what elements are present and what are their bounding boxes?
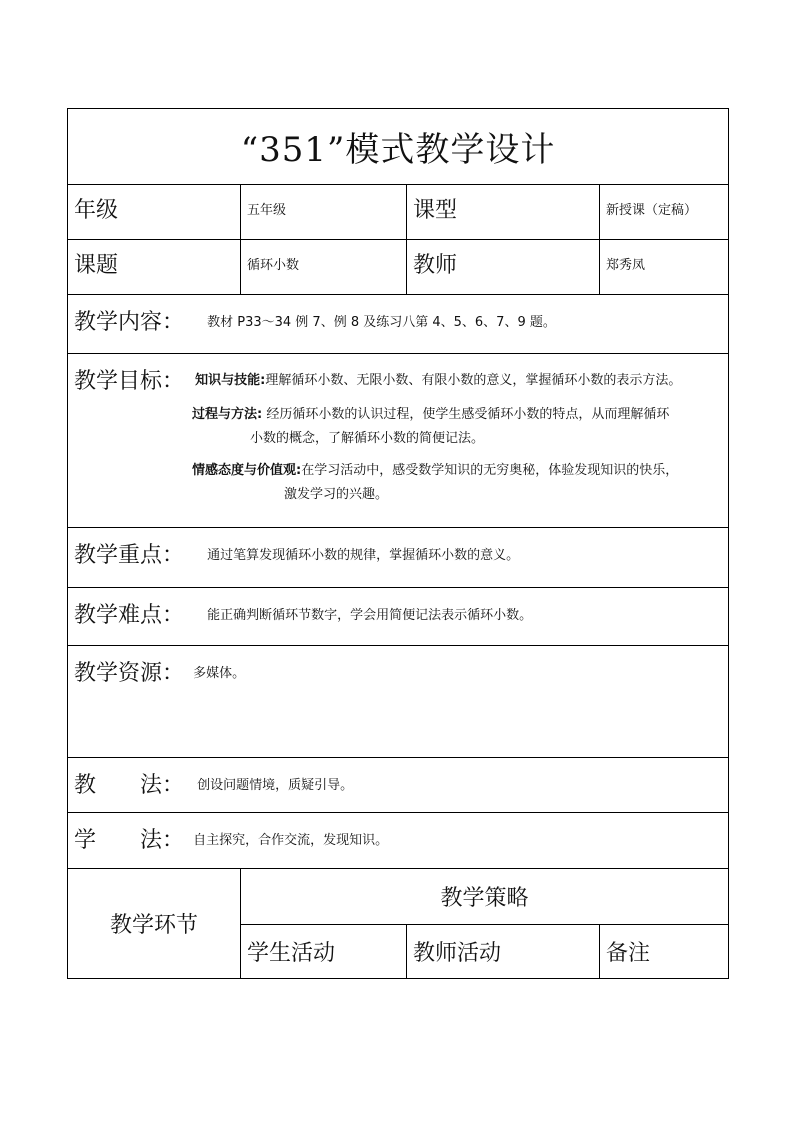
- teaching-stage-header: 教学环节: [68, 869, 241, 979]
- goal-attitude-text-1: 在学习活动中，感受数学知识的无穷奥秘，体验发现知识的快乐，: [301, 463, 679, 478]
- teaching-content-label: 教学内容：: [74, 310, 185, 335]
- lesson-type-label: 课型: [407, 185, 600, 240]
- teaching-strategy-header: 教学策略: [241, 869, 729, 925]
- learning-method-row: [68, 813, 729, 869]
- teaching-method-row: [68, 758, 729, 813]
- difficulty-label: 教学难点：: [74, 603, 185, 628]
- goal-process-lead: 过程与方法:: [192, 407, 263, 422]
- teaching-method-label-2: 法：: [140, 773, 185, 798]
- difficulty-row: [68, 588, 729, 646]
- lesson-plan-table: [67, 108, 729, 979]
- learning-method-text: 自主探究，合作交流，发现知识。: [193, 833, 389, 848]
- key-point-label: 教学重点：: [74, 543, 185, 568]
- teaching-content-row: [68, 295, 729, 354]
- key-point-row: [68, 528, 729, 588]
- resources-row: [68, 646, 729, 758]
- resources-text: 多媒体。: [193, 666, 246, 681]
- student-activity-header: 学生活动: [241, 925, 407, 979]
- teaching-method-label-1: 教: [74, 773, 97, 798]
- grade-value: 五年级: [241, 185, 407, 240]
- learning-method-label-2: 法：: [140, 828, 185, 853]
- resources-label: 教学资源：: [74, 661, 185, 686]
- key-point-text: 通过笔算发现循环小数的规律，掌握循环小数的意义。: [207, 548, 520, 563]
- teacher-label: 教师: [407, 240, 600, 295]
- goal-process: [192, 403, 722, 451]
- learning-method-label-1: 学: [74, 828, 97, 853]
- difficulty-text: 能正确判断循环节数字，学会用简便记法表示循环小数。: [207, 608, 533, 623]
- teaching-content-text: 教材 P33～34 例 7、例 8 及练习八第 4、5、6、7、9 题。: [207, 315, 556, 330]
- teacher-value: 郑秀凤: [600, 240, 729, 295]
- goal-attitude-text-2: 激发学习的兴趣。: [284, 487, 389, 502]
- grade-label: 年级: [68, 185, 241, 240]
- topic-value: 循环小数: [241, 240, 407, 295]
- goal-knowledge-text: 理解循环小数、无限小数、有限小数的意义，掌握循环小数的表示方法。: [265, 373, 682, 388]
- goal-process-text-2: 小数的概念，了解循环小数的简便记法。: [250, 431, 485, 446]
- teaching-method-text: 创设问题情境，质疑引导。: [197, 778, 354, 793]
- teaching-goals-row: [68, 354, 729, 528]
- goal-process-text-1: 经历循环小数的认识过程，使学生感受循环小数的特点，从而理解循环: [262, 407, 670, 422]
- lesson-type-value: 新授课（定稿）: [600, 185, 729, 240]
- goal-attitude: [192, 459, 722, 507]
- topic-label: 课题: [68, 240, 241, 295]
- teacher-activity-header: 教师活动: [407, 925, 600, 979]
- goal-knowledge-lead: 知识与技能:: [195, 373, 266, 388]
- goal-knowledge: [195, 373, 681, 388]
- teaching-goals-label: 教学目标：: [74, 369, 185, 394]
- goal-attitude-lead: 情感态度与价值观:: [192, 463, 302, 478]
- notes-header: 备注: [600, 925, 729, 979]
- document-title: “351”模式教学设计: [68, 109, 729, 185]
